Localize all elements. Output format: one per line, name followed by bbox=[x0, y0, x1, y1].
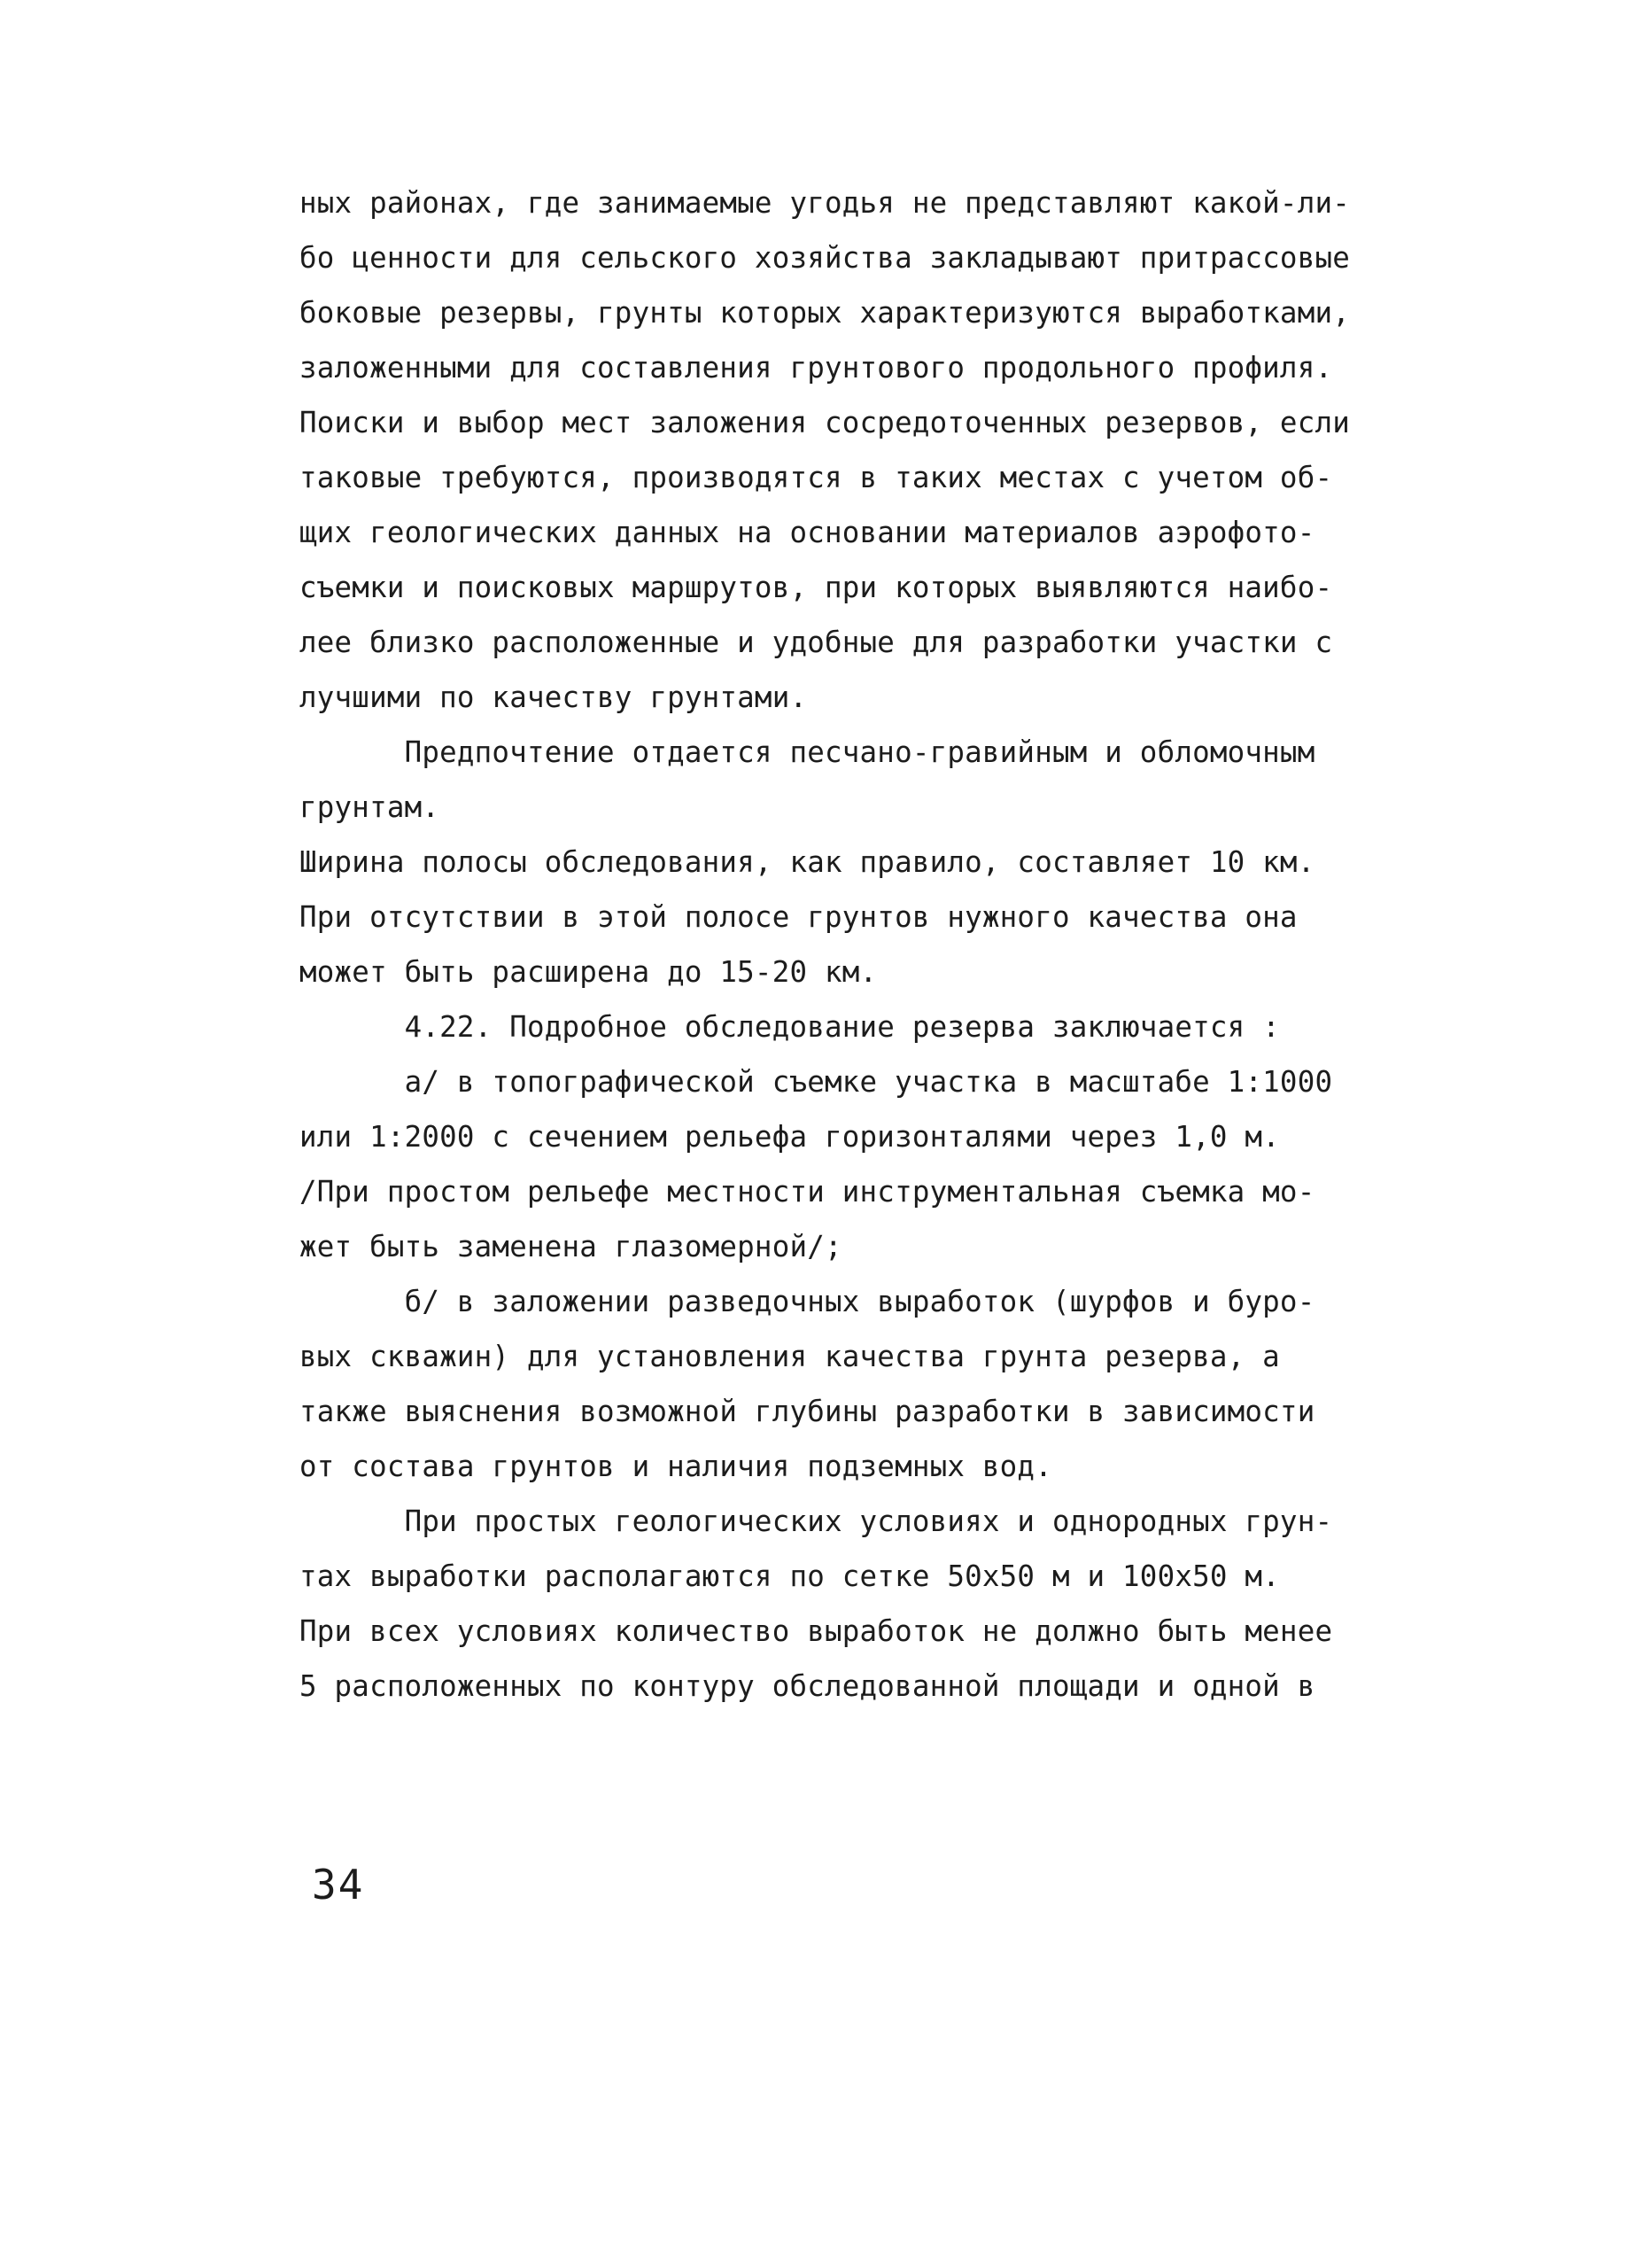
text-line: 5 расположенных по контуру обследованной площади и одной в bbox=[299, 1669, 1315, 1703]
text-line: При всех условиях количество выработок не должно быть менее bbox=[299, 1614, 1333, 1648]
text-line: При простых геологических условиях и однородных грун- bbox=[299, 1504, 1333, 1538]
text-line: Ширина полосы обследования, как правило, составляет 10 км. bbox=[299, 845, 1315, 879]
text-line: б/ в заложении разведочных выработок (шурфов и буро- bbox=[299, 1285, 1315, 1318]
text-line: таковые требуются, производятся в таких местах с учетом об- bbox=[299, 461, 1333, 494]
text-line: Предпочтение отдается песчано-гравийным и обломочным bbox=[299, 735, 1315, 769]
text-line: жет быть заменена глазомерной/; bbox=[299, 1230, 842, 1263]
body-text bbox=[299, 175, 1350, 1714]
text-line: щих геологических данных на основании материалов аэрофото- bbox=[299, 516, 1315, 549]
text-line: лее близко расположенные и удобные для разработки участки с bbox=[299, 626, 1333, 659]
text-line: а/ в топографической съемке участка в масштабе 1:1000 bbox=[299, 1065, 1333, 1099]
text-line: ных районах, где занимаемые угодья не представляют какой-ли- bbox=[299, 186, 1350, 220]
text-line: заложенными для составления грунтового продольного профиля. bbox=[299, 351, 1333, 385]
page-number: 34 bbox=[312, 1861, 365, 1909]
text-line: При отсутствии в этой полосе грунтов нужного качества она bbox=[299, 900, 1298, 934]
text-line: или 1:2000 с сечением рельефа горизонталями через 1,0 м. bbox=[299, 1120, 1280, 1154]
text-line: съемки и поисковых маршрутов, при которых выявляются наибо- bbox=[299, 571, 1333, 604]
text-line: /При простом рельефе местности инструментальная съемка мо- bbox=[299, 1175, 1315, 1209]
text-line: может быть расширена до 15-20 км. bbox=[299, 955, 878, 989]
text-line: Поиски и выбор мест заложения сосредоточенных резервов, если bbox=[299, 406, 1350, 439]
text-line: лучшими по качеству грунтами. bbox=[299, 680, 808, 714]
text-line: 4.22. Подробное обследование резерва заключается : bbox=[299, 1010, 1280, 1044]
text-line: боковые резервы, грунты которых характеризуются выработками, bbox=[299, 296, 1350, 330]
text-line: также выяснения возможной глубины разработки в зависимости bbox=[299, 1395, 1315, 1428]
text-line: от состава грунтов и наличия подземных вод. bbox=[299, 1450, 1052, 1483]
text-line: грунтам. bbox=[299, 790, 440, 824]
text-line: бо ценности для сельского хозяйства закладывают притрассовые bbox=[299, 241, 1350, 275]
text-line: тах выработки располагаются по сетке 50х50 м и 100х50 м. bbox=[299, 1559, 1280, 1593]
text-line: вых скважин) для установления качества грунта резерва, а bbox=[299, 1340, 1280, 1373]
